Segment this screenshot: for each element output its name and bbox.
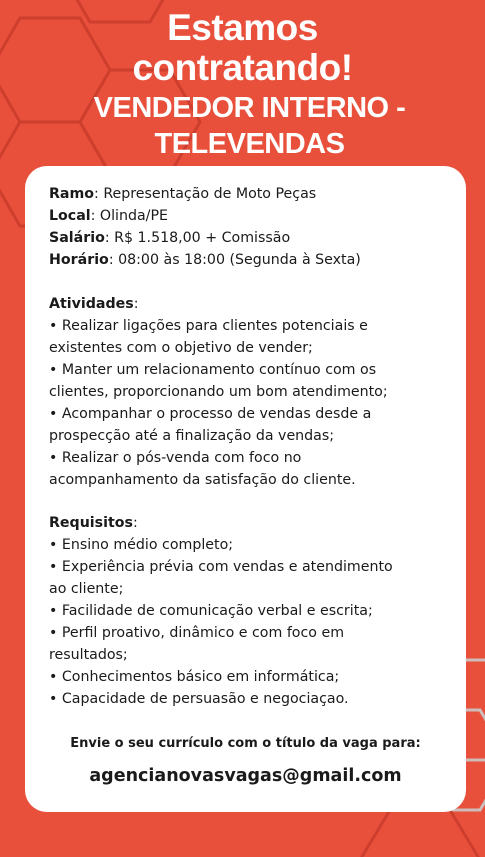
contact-email[interactable]: agencianovasvagas@gmail.com [89,766,402,786]
detail-label: Horário [49,252,109,268]
atividades-line: • Realizar o pós-venda com foco no [49,450,302,466]
detail-local [49,205,450,227]
requisitos-line: • Experiência prévia com vendas e atendimento [49,559,393,575]
detail-value: : Olinda/PE [90,208,168,224]
details-block [49,183,450,710]
detail-value: : 08:00 às 18:00 (Segunda à Sexta) [108,252,361,268]
requisitos-line: • Conhecimentos básico em informática; [49,669,340,685]
atividades-line: • Manter um relacionamento contínuo com os [49,362,377,378]
detail-value: : R$ 1.518,00 + Comissão [104,230,291,246]
requisitos-line: • Capacidade de persuasão e negociaçao. [49,691,349,707]
requisitos-line: • Facilidade de comunicação verbal e escrita; [49,603,373,619]
detail-label: Local [49,208,91,224]
detail-label: Ramo [49,186,95,202]
atividades-line: acompanhamento da satisfação do cliente. [49,472,356,488]
atividades-title: Atividades [49,296,134,312]
detail-ramo [49,183,450,205]
detail-label: Salário [49,230,105,246]
title-line-2: contratando! [132,47,353,88]
atividades-heading: Atividades: [49,296,139,312]
requisitos-title: Requisitos [49,515,133,531]
requisitos-line: • Ensino médio completo; [49,537,234,553]
job-title-line-2: TELEVENDAS [154,128,345,160]
header [0,8,485,160]
atividades-line: • Realizar ligações para clientes potenciais e [49,318,368,334]
atividades-line: prospecção até a finalização da vendas; [49,428,335,444]
detail-salario [49,227,450,249]
title-line-1: Estamos [167,7,318,48]
requisitos-line: resultados; [49,647,128,663]
job-title-line-1: VENDEDOR INTERNO - [93,92,406,124]
requisitos-heading: Requisitos: [49,515,138,531]
atividades-line: clientes, proporcionando um bom atendimento; [49,384,388,400]
atividades-line: • Acompanhar o processo de vendas desde a [49,406,372,422]
job-card [25,166,466,812]
requisitos-line: ao cliente; [49,581,124,597]
cta-text: Envie o seu currículo com o título da vaga para: [70,736,421,751]
detail-horario [49,249,450,271]
detail-value: : Representação de Moto Peças [94,186,317,202]
requisitos-line: • Perfil proativo, dinâmico e com foco em [49,625,345,641]
atividades-line: existentes com o objetivo de vender; [49,340,313,356]
